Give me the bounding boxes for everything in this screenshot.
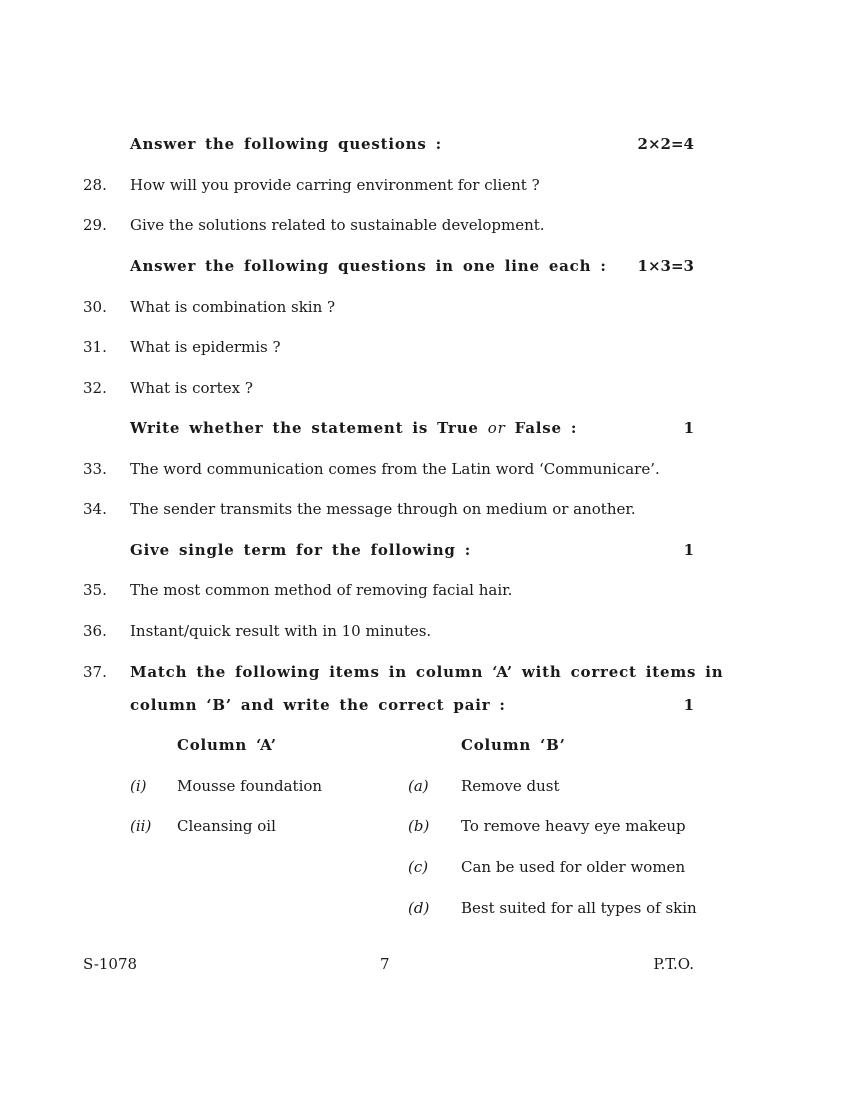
question-text: The sender transmits the message through on medium or another. <box>130 500 636 518</box>
question-text: What is epidermis ? <box>130 338 281 356</box>
section-heading-4 <box>0 538 850 564</box>
section-heading-text: Answer the following questions in one line each : <box>130 257 607 275</box>
column-a-label: (i) <box>130 777 147 795</box>
question-number: 29. <box>83 216 107 234</box>
question-28 <box>0 173 850 199</box>
question-31 <box>0 335 850 361</box>
question-37 <box>0 660 850 686</box>
question-text: column ‘B’ and write the correct pair : <box>130 696 506 714</box>
question-text: How will you provide carring environment for client ? <box>130 176 540 194</box>
question-text: The most common method of removing facial hair. <box>130 581 513 599</box>
section-marks: 1 <box>683 419 694 437</box>
section-heading-text <box>130 416 577 440</box>
page-footer <box>0 952 850 976</box>
question-30 <box>0 295 850 321</box>
question-33 <box>0 457 850 483</box>
column-b-label: (b) <box>408 817 430 835</box>
section-marks: 1×3=3 <box>637 257 694 275</box>
section-marks: 1 <box>683 696 694 714</box>
question-number: 33. <box>83 460 107 478</box>
question-number: 37. <box>83 663 107 681</box>
match-column-headers <box>0 733 850 759</box>
column-a-header: Column ‘A’ <box>177 736 277 754</box>
please-turn-over: P.T.O. <box>653 955 694 973</box>
column-a-item: Mousse foundation <box>177 777 323 795</box>
section-heading-3 <box>0 416 850 442</box>
question-text: Match the following items in column ‘A’ with correct items in <box>130 663 724 681</box>
column-b-label: (a) <box>408 777 429 795</box>
heading-or: or <box>487 419 506 437</box>
match-row-3 <box>0 855 850 881</box>
section-marks: 2×2=4 <box>637 135 694 153</box>
question-text: What is combination skin ? <box>130 298 336 316</box>
paper-code: S-1078 <box>83 955 138 973</box>
question-37-line2 <box>0 693 850 719</box>
column-b-item: To remove heavy eye makeup <box>461 817 686 835</box>
column-a-label: (ii) <box>130 817 152 835</box>
heading-part: Write whether the statement is True <box>130 419 488 437</box>
section-heading-text: Give single term for the following : <box>130 541 472 559</box>
column-b-label: (c) <box>408 858 429 876</box>
question-text: Give the solutions related to sustainable development. <box>130 216 545 234</box>
section-heading-2 <box>0 254 850 280</box>
question-text: What is cortex ? <box>130 379 253 397</box>
question-32 <box>0 376 850 402</box>
page-number: 7 <box>380 955 390 973</box>
section-heading-text: Answer the following questions : <box>130 135 442 153</box>
question-text: Instant/quick result with in 10 minutes. <box>130 622 432 640</box>
question-35 <box>0 578 850 604</box>
match-row-1 <box>0 774 850 800</box>
question-text: The word communication comes from the Latin word ‘Communicare’. <box>130 460 660 478</box>
section-marks: 1 <box>683 541 694 559</box>
question-number: 32. <box>83 379 107 397</box>
match-row-2 <box>0 814 850 840</box>
question-number: 36. <box>83 622 107 640</box>
heading-part: False : <box>505 419 578 437</box>
question-number: 28. <box>83 176 107 194</box>
column-b-header: Column ‘B’ <box>461 736 566 754</box>
column-b-item: Can be used for older women <box>461 858 686 876</box>
column-b-item: Best suited for all types of skin <box>461 899 697 917</box>
section-heading-1 <box>0 132 850 158</box>
question-number: 35. <box>83 581 107 599</box>
question-number: 34. <box>83 500 107 518</box>
question-29 <box>0 213 850 239</box>
question-number: 30. <box>83 298 107 316</box>
column-b-item: Remove dust <box>461 777 560 795</box>
question-number: 31. <box>83 338 107 356</box>
column-b-label: (d) <box>408 899 430 917</box>
question-34 <box>0 497 850 523</box>
match-row-4 <box>0 896 850 922</box>
question-36 <box>0 619 850 645</box>
column-a-item: Cleansing oil <box>177 817 276 835</box>
